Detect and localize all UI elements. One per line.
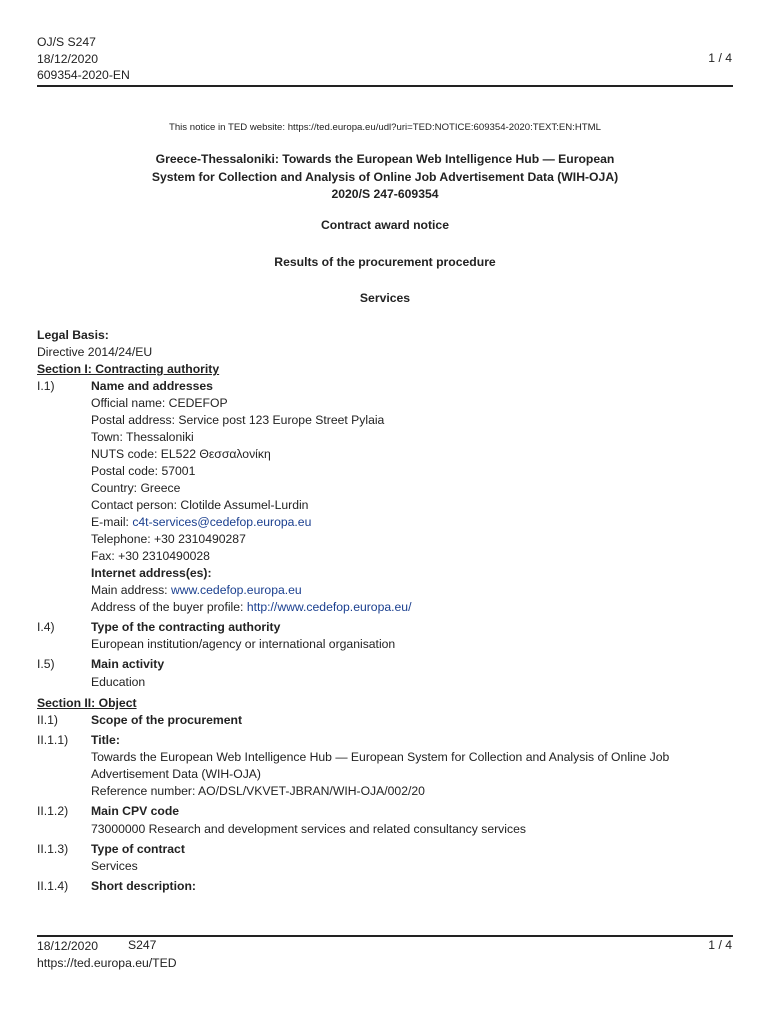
notice-type: Contract award notice	[321, 218, 449, 232]
notice-number: 2020/S 247-609354	[331, 187, 439, 201]
buyer-profile-label: Address of the buyer profile:	[91, 600, 247, 614]
reference-number: Reference number: AO/DSL/VKVET-JBRAN/WIH-OJA/002/20	[91, 784, 425, 798]
buyer-profile-link[interactable]: http://www.cedefop.europa.eu/	[246, 600, 412, 614]
title-label: Title:	[91, 733, 120, 747]
item-number: I.1)	[37, 379, 55, 393]
item-number: I.5)	[37, 657, 55, 671]
cpv-value: 73000000 Research and development services and related consultancy services	[91, 822, 526, 836]
cpv-title: Main CPV code	[91, 804, 180, 818]
header-block	[37, 34, 130, 84]
authority-type-value: European institution/agency or international organisation	[91, 637, 396, 651]
contract-title-line-1: Towards the European Web Intelligence Hub — European System for Collection and Analysis of Online Job	[91, 750, 670, 764]
title-line-1: Greece-Thessaloniki: Towards the European Web Intelligence Hub — European	[155, 152, 615, 166]
email-label: E-mail:	[91, 515, 133, 529]
main-activity-title: Main activity	[91, 657, 165, 671]
ted-notice-link-line[interactable]: This notice in TED website: https://ted.europa.eu/udl?uri=TED:NOTICE:609354-2020:TEXT:EN:HTML	[168, 122, 601, 133]
main-address-row	[91, 583, 302, 597]
contract-type-value: Services	[91, 859, 138, 873]
journal-ref: OJ/S S247	[37, 35, 96, 49]
country: Country: Greece	[91, 481, 181, 495]
contact-person: Contact person: Clotilde Assumel-Lurdin	[91, 498, 309, 512]
legal-basis-label: Legal Basis:	[37, 328, 109, 342]
results-heading: Results of the procurement procedure	[274, 255, 496, 269]
footer-url[interactable]: https://ted.europa.eu/TED	[37, 956, 177, 970]
name-and-addresses-title: Name and addresses	[91, 379, 213, 393]
footer-series: S247	[128, 938, 157, 952]
short-description-title: Short description:	[91, 879, 196, 893]
item-number: II.1.2)	[37, 804, 69, 818]
item-number: I.4)	[37, 620, 55, 634]
document-id: 609354-2020-EN	[37, 68, 130, 82]
email-link[interactable]: c4t-services@cedefop.europa.eu	[132, 515, 312, 529]
telephone: Telephone: +30 2310490287	[91, 532, 246, 546]
nuts-code: NUTS code: EL522 Θεσσαλονίκη	[91, 447, 271, 461]
footer-rule	[37, 935, 733, 937]
section-1-heading: Section I: Contracting authority	[37, 362, 220, 376]
header-rule	[37, 85, 733, 87]
title-line-2: System for Collection and Analysis of Online Job Advertisement Data (WIH-OJA)	[151, 170, 619, 184]
item-number: II.1.3)	[37, 842, 69, 856]
official-name: Official name: CEDEFOP	[91, 396, 228, 410]
header-page-number: 1 / 4	[708, 51, 732, 65]
item-number: II.1.4)	[37, 879, 69, 893]
fax: Fax: +30 2310490028	[91, 549, 210, 563]
email-row	[91, 515, 311, 529]
footer-date: 18/12/2020	[37, 939, 98, 953]
header-date: 18/12/2020	[37, 51, 98, 66]
town: Town: Thessaloniki	[91, 430, 194, 444]
item-number: II.1)	[37, 713, 58, 727]
main-address-label: Main address:	[91, 583, 171, 597]
authority-type-title: Type of the contracting authority	[91, 620, 281, 634]
footer-page-number: 1 / 4	[708, 938, 732, 952]
legal-basis-value: Directive 2014/24/EU	[37, 345, 153, 359]
postal-code: Postal code: 57001	[91, 464, 196, 478]
services-heading: Services	[359, 291, 411, 305]
section-2-heading: Section II: Object	[37, 696, 137, 710]
postal-address: Postal address: Service post 123 Europe Street Pylaia	[91, 413, 385, 427]
buyer-profile-row	[91, 600, 411, 614]
contract-type-title: Type of contract	[91, 842, 185, 856]
item-number: II.1.1)	[37, 733, 69, 747]
contract-title-line-2: Advertisement Data (WIH-OJA)	[91, 767, 261, 781]
scope-title: Scope of the procurement	[91, 713, 243, 727]
main-activity-value: Education	[91, 675, 146, 689]
main-address-link[interactable]: www.cedefop.europa.eu	[170, 583, 302, 597]
internet-addresses-heading: Internet address(es):	[91, 566, 212, 580]
